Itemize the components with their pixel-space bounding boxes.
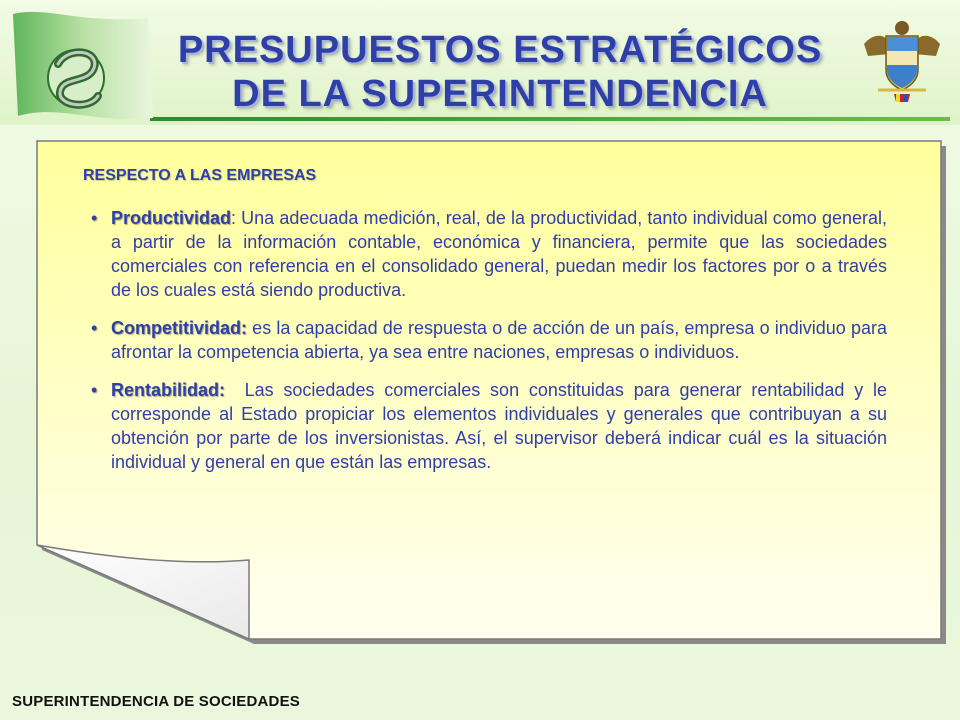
- item-term: Productividad: [111, 208, 232, 228]
- bullet-icon: •: [91, 380, 98, 400]
- footer-label: SUPERINTENDENCIA DE SOCIEDADES: [12, 693, 300, 710]
- item-text: : Una adecuada medición, real, de la productividad, tanto individual como general, a partir de la información contable, económica y financiera, permite que las sociedades comerciales con referencia en el consolidado general, puedan medir los factores por o a través de los cuales está siendo productiva.: [111, 208, 887, 300]
- section-heading: RESPECTO A LAS EMPRESAS: [83, 167, 317, 184]
- list-item-rentabilidad: [83, 378, 893, 474]
- title-line-1: PRESUPUESTOS ESTRATÉGICOS: [177, 29, 823, 71]
- item-term: Rentabilidad:: [111, 380, 226, 400]
- title-line-2: DE LA SUPERINTENDENCIA: [232, 73, 768, 115]
- bullet-icon: •: [91, 318, 98, 338]
- list-item-competitividad: [83, 316, 887, 364]
- content-area: [83, 164, 893, 488]
- item-text: es la capacidad de respuesta o de acción de un país, empresa o individuo para afrontar la competencia abierta, ya sea entre naciones, empresas o individuos.: [111, 318, 887, 362]
- list-item-productividad: [83, 206, 887, 302]
- bullet-icon: •: [91, 208, 98, 228]
- item-term: Competitividad:: [111, 318, 248, 338]
- item-text: Las sociedades comerciales son constituidas para generar rentabilidad y le corresponde al Estado propiciar los elementos individuales y generales que contribuyan a su obtención por parte de los inversionistas. Así, el supervisor deberá indicar cuál es la situación individual y general en que están las empresas.: [111, 380, 893, 472]
